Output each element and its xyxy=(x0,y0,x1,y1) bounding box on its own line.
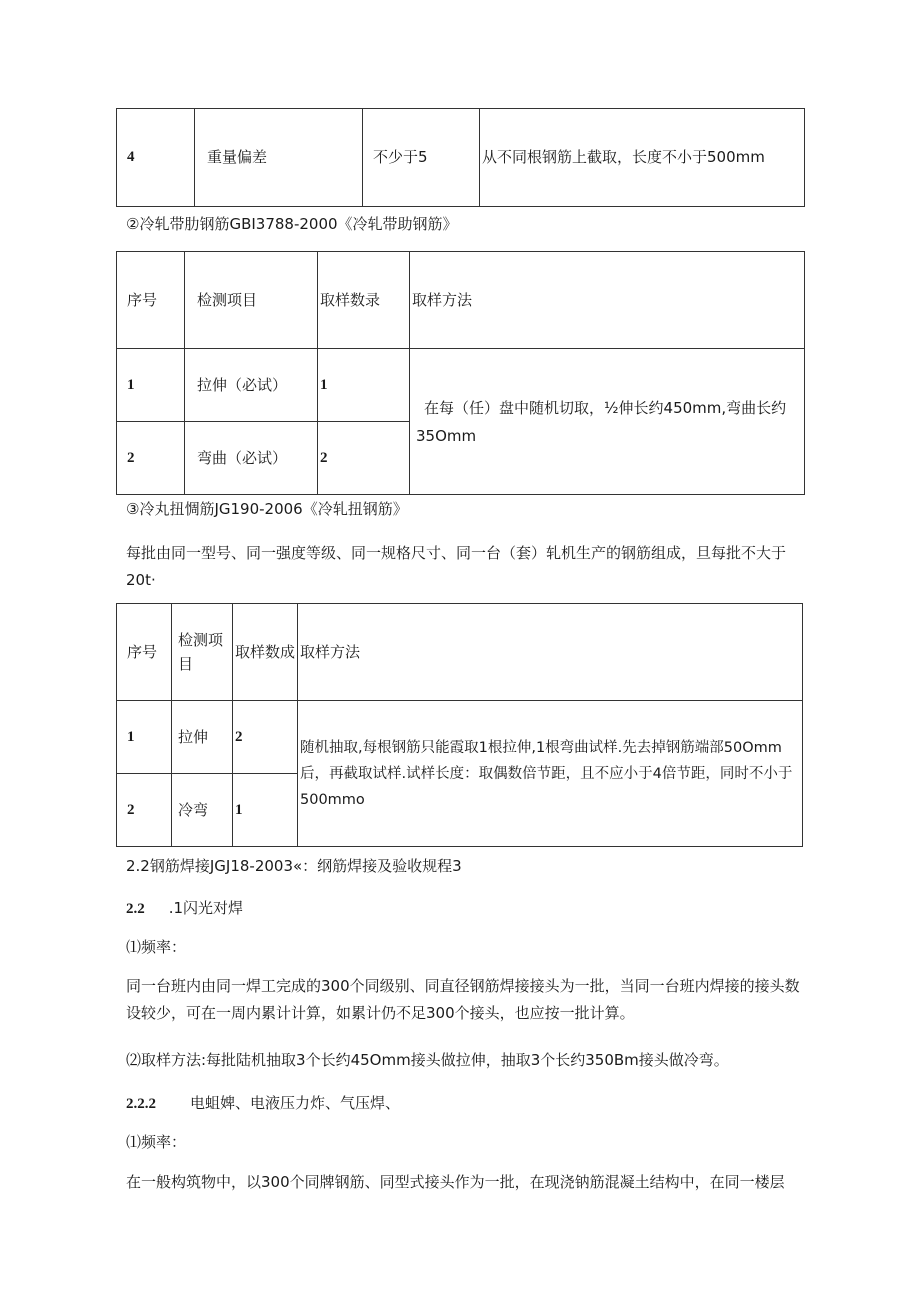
table-cold-twisted xyxy=(116,603,803,847)
header-no: 序号 xyxy=(117,604,172,701)
batch-description: 每批由同一型号、同一强度等级、同一规格尺寸、同一台（套）轧机生产的钢筋组成，旦每批不大于20t· xyxy=(126,544,787,589)
header-item: 检测项目 xyxy=(185,252,318,349)
cell-no: 1 xyxy=(117,701,172,774)
header-method: 取样方法 xyxy=(298,604,803,701)
header-count xyxy=(233,604,298,701)
subsection-number: 2.2 xyxy=(126,901,145,917)
cell-method xyxy=(298,701,803,847)
cell-no: 2 xyxy=(117,774,172,847)
table-header-row xyxy=(117,252,805,349)
cell-count: 2 xyxy=(233,701,298,774)
subsection-flash-butt-welding xyxy=(126,898,243,919)
table-row xyxy=(117,349,805,422)
cell-no: 4 xyxy=(117,109,195,207)
frequency-description-2: 在一般构筑物中，以300个同牌钢筋、同型式接头作为一批，在现浇钠筋混凝土结构中，在同一楼层 xyxy=(126,1173,785,1191)
cell-count: 1 xyxy=(318,349,410,422)
cell-item: 拉伸 xyxy=(172,701,233,774)
cell-method-text: 随机抽取,每根钢筋只能霞取1根拉伸,1根弯曲试样.先去掉钢筋端部50Omm后，再截取试样.试样长度：取偶数倍节距，且不应小于4倍节距，同时不小于500mmo xyxy=(300,739,793,808)
cell-item: 弯曲（必试） xyxy=(185,422,318,495)
header-count-text: 取样数成 xyxy=(235,643,296,661)
table-cold-rolled-ribbed xyxy=(116,251,805,495)
cell-count: 1 xyxy=(233,774,298,847)
header-count xyxy=(318,252,410,349)
cell-method-text: 在每（任）盘中随机切取，½伸长约450mm,弯曲长约35Omm xyxy=(416,398,787,445)
subsection-electroslag-welding xyxy=(126,1093,400,1114)
header-item-text: 检测项目 xyxy=(178,631,224,673)
frequency-label: ⑴频率： xyxy=(126,1133,187,1151)
cell-item: 冷弯 xyxy=(172,774,233,847)
subsection-title: 电蛆婢、电液压力炸、气压焊、 xyxy=(190,1094,401,1112)
cell-item: 拉伸（必试） xyxy=(185,349,318,422)
cell-item: 重量偏差 xyxy=(195,109,363,207)
section-cold-rolled-ribbed-title: ②冷轧带肋钢筋GBI3788-2000《冷轧带助钢筋》 xyxy=(126,215,458,233)
frequency-description: 同一台班内由同一焊工完成的300个同级别、同直径钢筋焊接接头为一批，当同一台班内焊接的接头数设较少，可在一周内累计计算，如累计仍不足300个接头，也应按一批计算。 xyxy=(126,977,800,1022)
sampling-method: ⑵取样方法:每批陆机抽取3个长约45Omm接头做拉伸，抽取3个长约350Bm接头做冷弯。 xyxy=(126,1051,729,1069)
section-welding-title: 2.2钢筋焊接JGJ18-2003«：纲筋焊接及验收规程3 xyxy=(126,857,462,875)
table-row xyxy=(117,109,805,207)
cell-method xyxy=(410,349,805,495)
table-weight-deviation xyxy=(116,108,805,207)
header-item xyxy=(172,604,233,701)
subsection-title: .1闪光对焊 xyxy=(168,899,244,917)
header-no: 序号 xyxy=(117,252,185,349)
cell-count: 2 xyxy=(318,422,410,495)
table-header-row xyxy=(117,604,803,701)
cell-no: 2 xyxy=(117,422,185,495)
cell-method: 从不同根钢筋上截取，长度不小于500mm xyxy=(480,109,805,207)
frequency-label: ⑴频率： xyxy=(126,938,187,956)
section-cold-twisted-title: ③冷丸扭惆筋JG190-2006《冷轧扭钢筋》 xyxy=(126,500,408,518)
cell-count: 不少于5 xyxy=(363,109,480,207)
subsection-number: 2.2.2 xyxy=(126,1096,156,1112)
cell-no: 1 xyxy=(117,349,185,422)
header-count-text: 取样数录 xyxy=(320,291,381,309)
header-method: 取样方法 xyxy=(410,252,805,349)
table-row xyxy=(117,701,803,774)
